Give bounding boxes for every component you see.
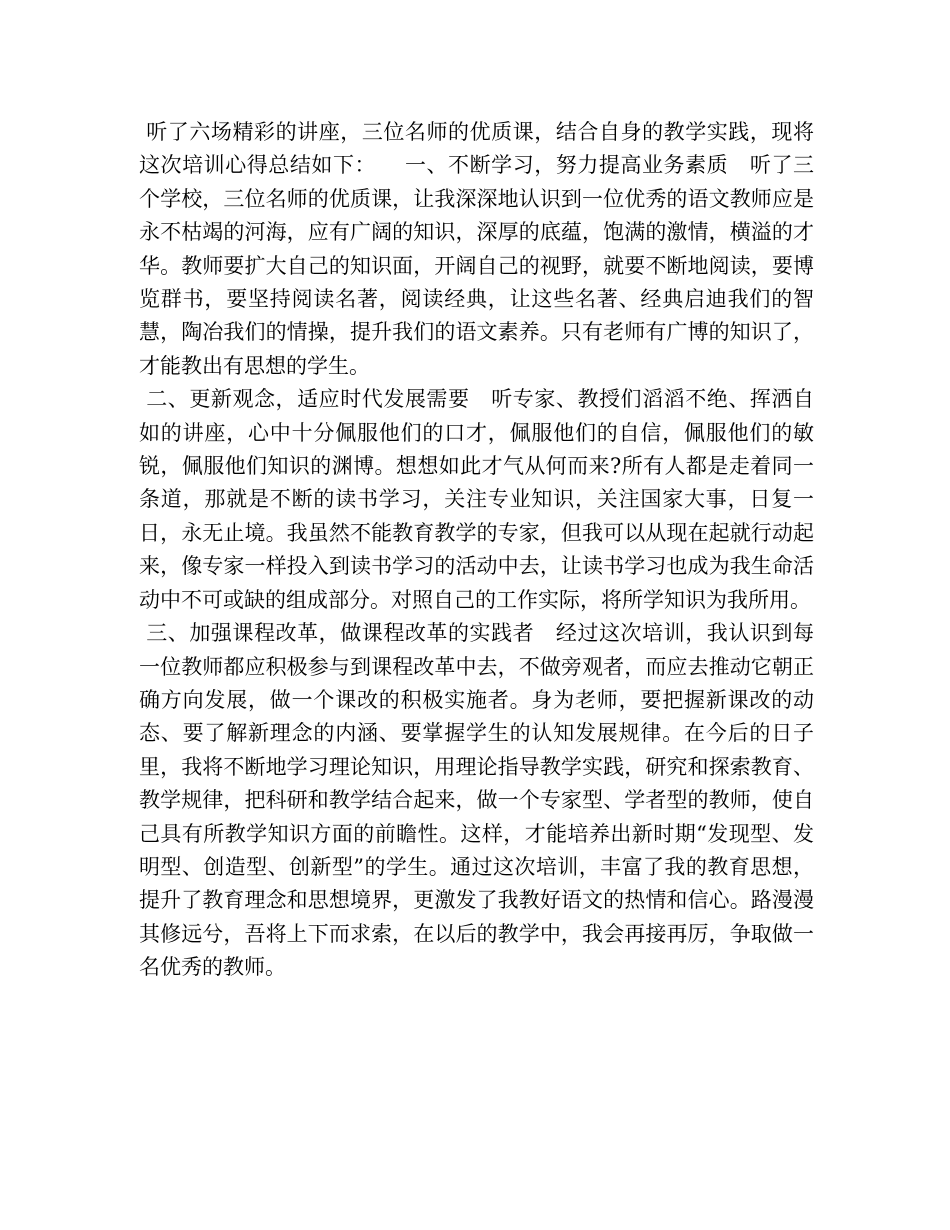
paragraph-2: 二、更新观念，适应时代发展需要 听专家、教授们滔滔不绝、挥洒自如的讲座，心中十分佩服他们的口才，佩服他们的自信，佩服他们的敏锐，佩服他们知识的渊博。想想如此才气从何而来?所有人都是走着同一条道，那就是不断的读书学习，关注专业知识，关注国家大事，日复一日，永无止境。我虽然不能教育教学的专家，但我可以从现在起就行动起来，像专家一样投入到读书学习的活动中去，让读书学习也成为我生命活动中不可或缺的组成部分。对照自己的工作实际，将所学知识为我所用。 xyxy=(139,387,814,612)
document-page xyxy=(139,116,814,985)
paragraph-1: 听了六场精彩的讲座，三位名师的优质课，结合自身的教学实践，现将这次培训心得总结如下： 一、不断学习，努力提高业务素质 听了三个学校，三位名师的优质课，让我深深地认识到一位优秀的语文教师应是永不枯竭的河海，应有广阔的知识，深厚的底蕴，饱满的激情，横溢的才华。教师要扩大自己的知识面，开阔自己的视野，就要不断地阅读，要博览群书，要坚持阅读名著，阅读经典，让这些名著、经典启迪我们的智慧，陶冶我们的情操，提升我们的语文素养。只有老师有广博的知识了，才能教出有思想的学生。 xyxy=(139,120,814,378)
paragraph-3: 三、加强课程改革，做课程改革的实践者 经过这次培训，我认识到每一位教师都应积极参与到课程改革中去，不做旁观者，而应去推动它朝正确方向发展，做一个课改的积极实施者。身为老师，要把握新课改的动态、要了解新理念的内涵、要掌握学生的认知发展规律。在今后的日子里，我将不断地学习理论知识，用理论指导教学实践，研究和探索教育、教学规律，把科研和教学结合起来，做一个专家型、学者型的教师，使自己具有所教学知识方面的前瞻性。这样，才能培养出新时期“发现型、发明型、创造型、创新型”的学生。通过这次培训，丰富了我的教育思想，提升了教育理念和思想境界，更激发了我教好语文的热情和信心。路漫漫其修远兮，吾将上下而求索，在以后的教学中，我会再接再厉，争取做一名优秀的教师。 xyxy=(139,621,814,980)
